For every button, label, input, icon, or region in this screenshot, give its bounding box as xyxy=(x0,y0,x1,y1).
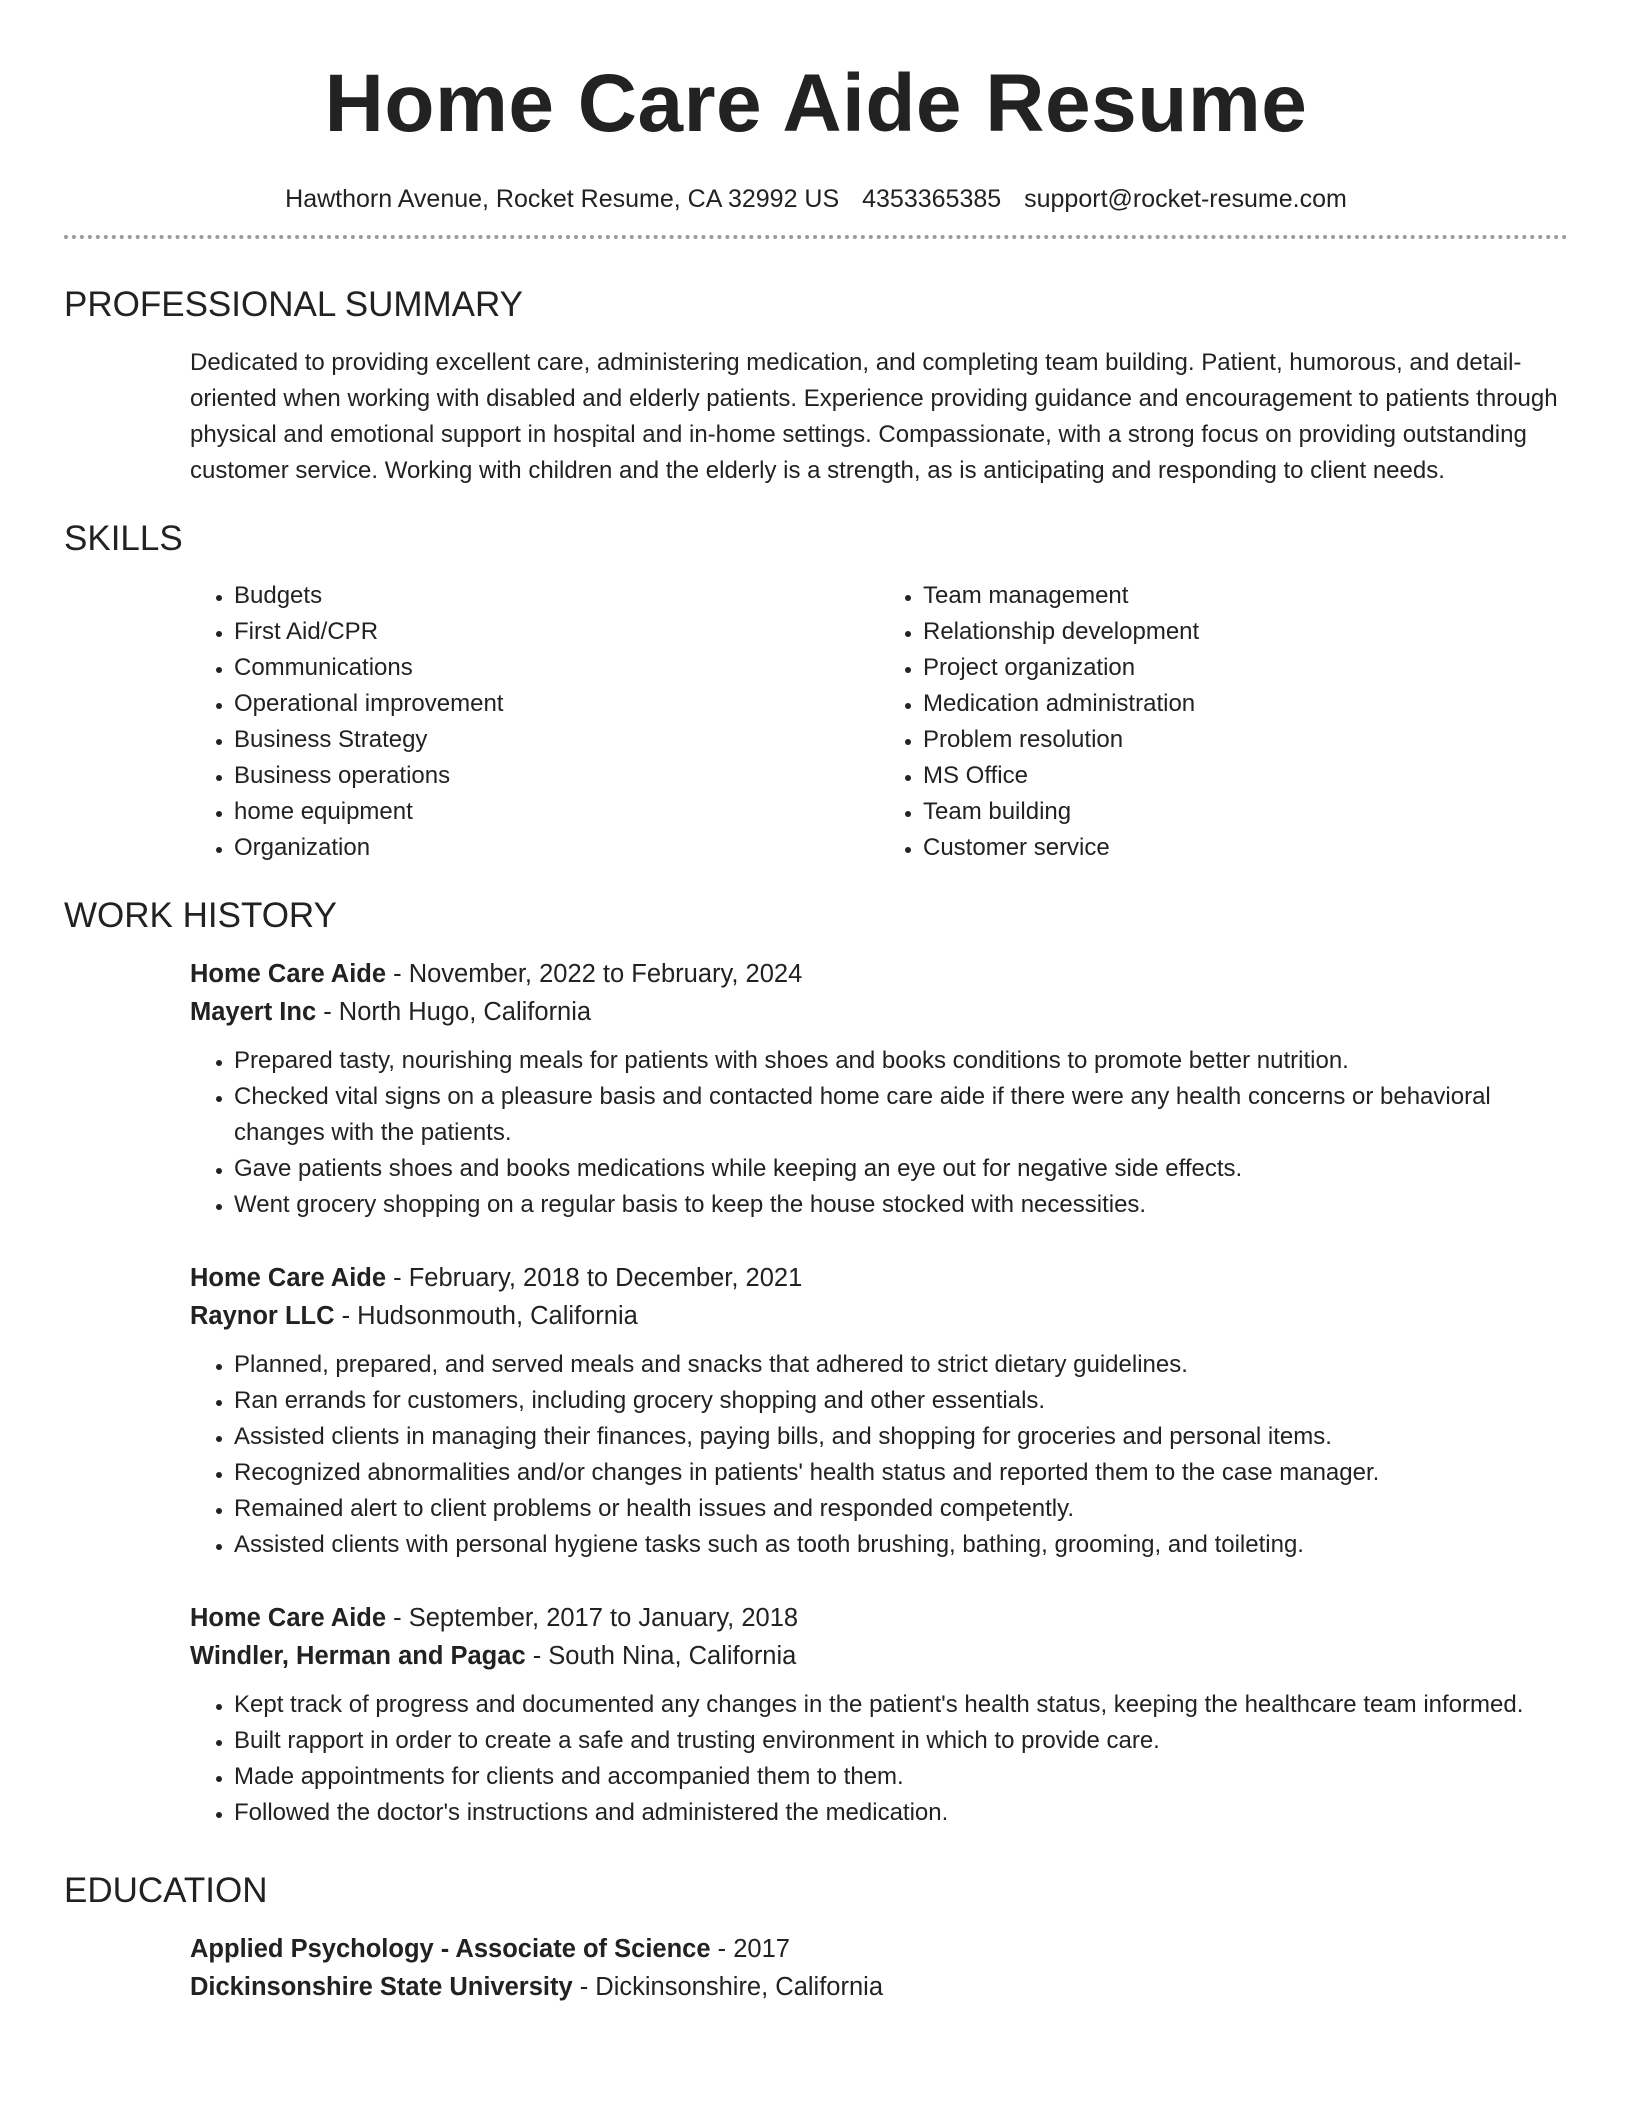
job-dates: - November, 2022 to February, 2024 xyxy=(386,960,803,988)
contact-phone: 4353365385 xyxy=(862,185,1002,213)
work-history-heading: WORK HISTORY xyxy=(64,896,337,935)
job-duty: • Made appointments for clients and accompanied them to them. xyxy=(234,1759,1568,1795)
degree-name: Applied Psychology - Associate of Science xyxy=(190,1935,711,1963)
degree-line xyxy=(190,1930,1568,1968)
job-company: Mayert Inc xyxy=(190,998,317,1026)
job-duty: • Prepared tasty, nourishing meals for patients with shoes and books conditions to promote better nutrition. xyxy=(234,1043,1568,1079)
skill-item: • Business Strategy xyxy=(234,722,879,758)
summary-section xyxy=(64,345,1568,489)
job-duty: • Followed the doctor's instructions and administered the medication. xyxy=(234,1795,1568,1831)
header-divider xyxy=(64,235,1568,239)
school-location: - Dickinsonshire, California xyxy=(572,1973,883,2001)
job-title-line xyxy=(190,1599,1568,1637)
skill-item: • Communications xyxy=(234,650,879,686)
skill-item: • First Aid/CPR xyxy=(234,614,879,650)
skills-list-right xyxy=(879,578,1568,866)
job-duty: • Gave patients shoes and books medications while keeping an eye out for negative side effects. xyxy=(234,1151,1568,1187)
work-history-section xyxy=(64,955,1568,1831)
job-duty: • Ran errands for customers, including grocery shopping and other essentials. xyxy=(234,1383,1568,1419)
skill-item: • Organization xyxy=(234,830,879,866)
degree-year: - 2017 xyxy=(710,1935,790,1963)
job-title: Home Care Aide xyxy=(190,1264,387,1292)
skill-item: • Budgets xyxy=(234,578,879,614)
job-company-line xyxy=(190,993,1568,1031)
job-location: - North Hugo, California xyxy=(316,998,592,1026)
contact-address: Hawthorn Avenue, Rocket Resume, CA 32992 US xyxy=(285,185,840,213)
skill-item: • Business operations xyxy=(234,758,879,794)
job-location: - South Nina, California xyxy=(525,1642,797,1670)
summary-text: Dedicated to providing excellent care, administering medication, and completing team building. Patient, humorous, and detail-oriented when working with disabled and elderly patients. Experience providing guidance and encouragement to patients through physical and emotional support in hospital and in-home settings. Compassionate, with a strong focus on providing outstanding customer service. Working with children and the elderly is a strength, as is anticipating and responding to client needs. xyxy=(190,349,1558,484)
job-duties xyxy=(190,1043,1568,1223)
skills-list-left xyxy=(190,578,879,866)
skill-item: • MS Office xyxy=(923,758,1568,794)
job-dates: - September, 2017 to January, 2018 xyxy=(386,1604,799,1632)
skill-item: • home equipment xyxy=(234,794,879,830)
job-duty: • Recognized abnormalities and/or changes in patients' health status and reported them to the case manager. xyxy=(234,1455,1568,1491)
job-title-line xyxy=(190,1259,1568,1297)
skill-item: • Problem resolution xyxy=(923,722,1568,758)
job-company-line xyxy=(190,1637,1568,1675)
skill-item: • Operational improvement xyxy=(234,686,879,722)
job-duties xyxy=(190,1347,1568,1563)
skills-columns xyxy=(190,578,1568,866)
school-name: Dickinsonshire State University xyxy=(190,1973,573,2001)
job-duty: • Assisted clients in managing their finances, paying bills, and shopping for groceries and personal items. xyxy=(234,1419,1568,1455)
skill-item: • Relationship development xyxy=(923,614,1568,650)
skill-item: • Medication administration xyxy=(923,686,1568,722)
skill-item: • Customer service xyxy=(923,830,1568,866)
job-duty: • Checked vital signs on a pleasure basis and contacted home care aide if there were any health concerns or behavioral changes with the patients. xyxy=(234,1079,1568,1151)
skill-item: • Team building xyxy=(923,794,1568,830)
job-duty: • Kept track of progress and documented any changes in the patient's health status, keeping the healthcare team informed. xyxy=(234,1687,1568,1723)
education-entry xyxy=(190,1930,1568,2006)
job-company: Windler, Herman and Pagac xyxy=(190,1642,526,1670)
job-company: Raynor LLC xyxy=(190,1302,335,1330)
job-title-line xyxy=(190,955,1568,993)
resume-title: Home Care Aide Resume xyxy=(324,58,1308,149)
job-entry xyxy=(190,1599,1568,1831)
job-title: Home Care Aide xyxy=(190,1604,387,1632)
job-dates: - February, 2018 to December, 2021 xyxy=(386,1264,803,1292)
job-company-line xyxy=(190,1297,1568,1335)
skills-heading: SKILLS xyxy=(64,519,183,558)
education-heading: EDUCATION xyxy=(64,1871,268,1910)
summary-heading: PROFESSIONAL SUMMARY xyxy=(64,285,523,324)
job-title: Home Care Aide xyxy=(190,960,387,988)
skills-section xyxy=(64,578,1568,866)
job-location: - Hudsonmouth, California xyxy=(334,1302,638,1330)
job-duties xyxy=(190,1687,1568,1831)
job-duty: • Built rapport in order to create a safe and trusting environment in which to provide care. xyxy=(234,1723,1568,1759)
job-duty: • Remained alert to client problems or health issues and responded competently. xyxy=(234,1491,1568,1527)
job-duty: • Planned, prepared, and served meals and snacks that adhered to strict dietary guidelines. xyxy=(234,1347,1568,1383)
contact-email: support@rocket-resume.com xyxy=(1024,185,1347,213)
education-section xyxy=(64,1930,1568,2006)
job-entry xyxy=(190,1259,1568,1563)
contact-info xyxy=(64,182,1568,216)
job-duty: • Went grocery shopping on a regular basis to keep the house stocked with necessities. xyxy=(234,1187,1568,1223)
skill-item: • Project organization xyxy=(923,650,1568,686)
school-line xyxy=(190,1968,1568,2006)
job-entry xyxy=(190,955,1568,1223)
skill-item: • Team management xyxy=(923,578,1568,614)
job-duty: • Assisted clients with personal hygiene tasks such as tooth brushing, bathing, grooming, and toileting. xyxy=(234,1527,1568,1563)
